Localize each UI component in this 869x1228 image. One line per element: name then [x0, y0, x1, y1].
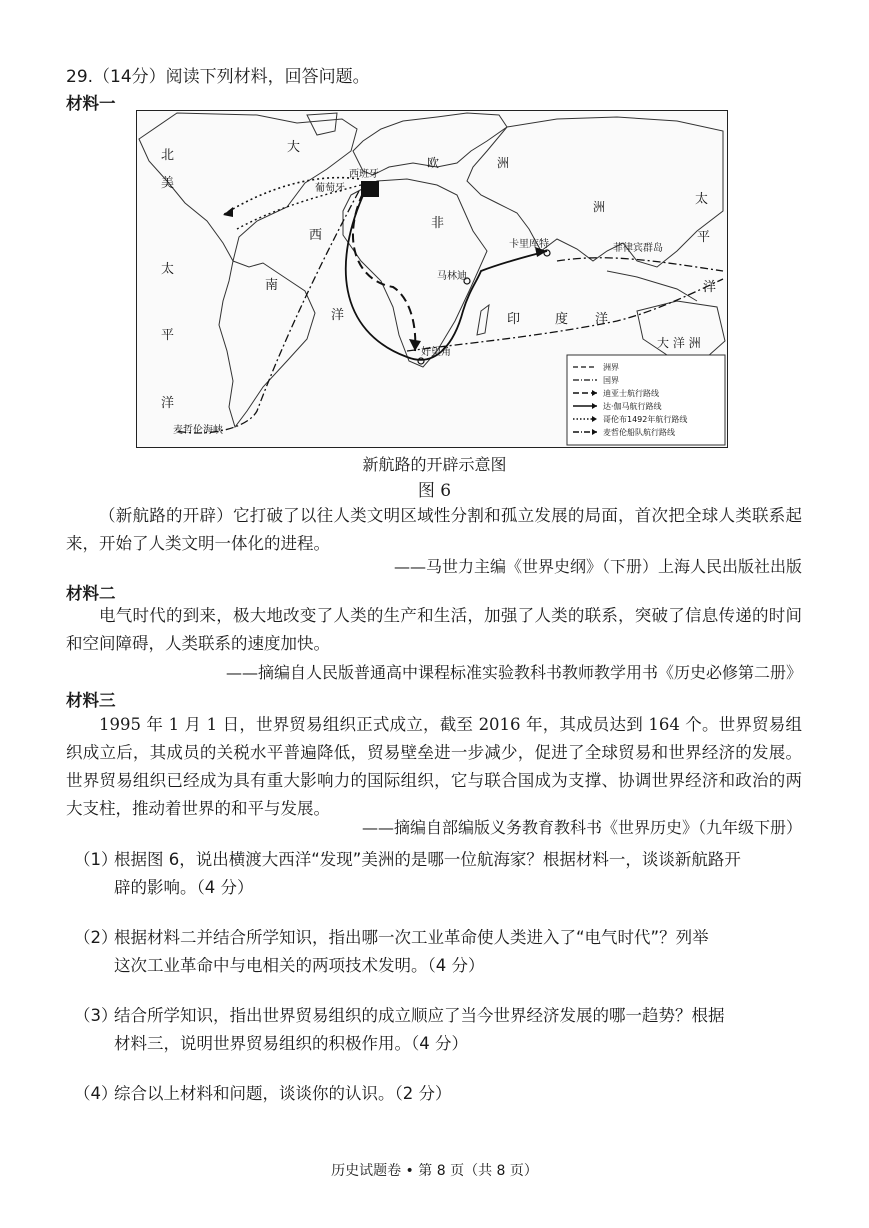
legend-columbus: 哥伦布1492年航行路线	[603, 415, 688, 424]
legend-magellan: 麦哲伦船队航行路线	[603, 428, 675, 437]
legend-country-border: 国界	[603, 376, 619, 385]
label-indian1: 印	[507, 312, 521, 327]
label-indian3: 洋	[595, 312, 609, 327]
material3-label: 材料三	[66, 691, 116, 710]
magellan-pacific	[557, 258, 723, 271]
label-magellan-strait: 麦哲伦海峡	[173, 425, 223, 436]
label-philippines: 菲律宾群岛	[613, 243, 663, 254]
label-malindi: 马林迪	[437, 271, 467, 282]
dias-route	[353, 193, 415, 351]
madagascar	[477, 305, 489, 335]
label-africa: 非	[431, 216, 445, 231]
iberia-marker	[361, 181, 379, 197]
material3-text: 1995 年 1 月 1 日，世界贸易组织正式成立，截至 2016 年，其成员达到 164 个。世界贸易组织成立后，其成员的关税水平普遍降低，贸易壁垒进一步减少，促进了全球贸易和世界经济的发展。世界贸易组织已经成为具有重大影响力的国际组织，它与联合国成为支撑、协调世界经济和政治的两大支柱，推动着世界的和平与发展。	[66, 715, 802, 818]
question-2-line1: 根据材料二并结合所学知识，指出哪一次工业革命使人类进入了“电气时代”？列举	[114, 928, 709, 947]
label-portugal: 葡萄牙	[315, 183, 345, 194]
question-header: 29.（14分）阅读下列材料，回答问题。	[66, 67, 370, 87]
material2-source: ——摘编自人民版普通高中课程标准实验教科书教师教学用书《历史必修第二册》	[225, 663, 802, 682]
question-3-line1: 结合所学知识，指出世界贸易组织的成立顺应了当今世界经济发展的哪一趋势？根据	[114, 1006, 725, 1025]
material1-text: （新航路的开辟）它打破了以往人类文明区域性分割和孤立发展的局面，首次把全球人类联系起来，开始了人类文明一体化的进程。	[66, 506, 802, 553]
label-south-america: 南	[265, 278, 279, 293]
question-3	[74, 1002, 804, 1058]
label-west: 西	[309, 228, 323, 243]
label-pacific-l3: 洋	[161, 396, 175, 411]
label-america-n: 美	[161, 176, 175, 191]
label-oceania: 大 洋 洲	[657, 336, 701, 350]
map-svg	[137, 111, 727, 447]
legend-da-gama: 达·伽马航行路线	[603, 402, 662, 411]
question-4-number: （4）	[74, 1084, 118, 1103]
label-cape: 好望角	[421, 347, 451, 358]
material2-label: 材料二	[66, 584, 116, 603]
label-indian2: 度	[555, 312, 569, 327]
question-1-line1: 根据图 6，说出横渡大西洋“发现”美洲的是哪一位航海家？根据材料一，谈谈新航路开	[114, 850, 741, 869]
question-2-line2: 这次工业革命中与电相关的两项技术发明。（4 分）	[114, 956, 485, 975]
question-1-line2: 辟的影响。（4 分）	[114, 878, 254, 897]
cape-point	[418, 358, 424, 364]
figure-label: 图 6	[417, 481, 452, 501]
question-1	[74, 846, 804, 902]
asia-coast	[467, 117, 723, 267]
question-4	[74, 1080, 804, 1108]
legend-continent-border: 洲界	[603, 363, 619, 372]
label-pacific-r2: 平	[697, 230, 711, 245]
question-2	[74, 924, 804, 980]
question-1-number: （1）	[74, 850, 118, 869]
greenland-coast	[307, 113, 337, 135]
question-4-line1: 综合以上材料和问题，谈谈你的认识。（2 分）	[114, 1084, 452, 1103]
label-pacific-r1: 太	[695, 192, 709, 207]
material3-source: ——摘编自部编版义务教育教科书《世界历史》（九年级下册）	[361, 818, 802, 837]
label-north: 北	[161, 148, 175, 163]
label-atlantic: 洋	[331, 308, 345, 323]
label-europe2: 洲	[497, 156, 510, 170]
question-2-number: （2）	[74, 928, 118, 947]
question-3-number: （3）	[74, 1006, 118, 1025]
label-asia: 洲	[593, 200, 606, 214]
label-calicut: 卡里库特	[509, 239, 549, 250]
label-pacific-l1: 太	[161, 262, 175, 277]
label-big: 大	[287, 140, 301, 155]
label-pacific-r3: 洋	[703, 280, 717, 295]
calicut-point	[544, 250, 550, 256]
map-caption: 新航路的开辟示意图	[362, 455, 507, 474]
label-europe1: 欧	[427, 156, 440, 170]
page-footer: 历史试题卷 • 第 8 页（共 8 页）	[331, 1163, 538, 1179]
material1-source: ——马世力主编《世界史纲》（下册）上海人民出版社出版	[393, 557, 802, 576]
label-spain: 西班牙	[349, 169, 379, 180]
question-3-line2: 材料三，说明世界贸易组织的积极作用。（4 分）	[114, 1034, 468, 1053]
columbus-arrowhead	[223, 207, 233, 217]
label-pacific-l2: 平	[161, 328, 175, 343]
material2-text: 电气时代的到来，极大地改变了人类的生产和生活，加强了人类的联系，突破了信息传递的时间和空间障碍，人类联系的速度加快。	[66, 606, 802, 653]
voyage-map	[136, 110, 728, 448]
map-legend	[567, 355, 725, 445]
material1-label: 材料一	[66, 94, 116, 113]
legend-dias: 迪亚士航行路线	[603, 389, 659, 398]
